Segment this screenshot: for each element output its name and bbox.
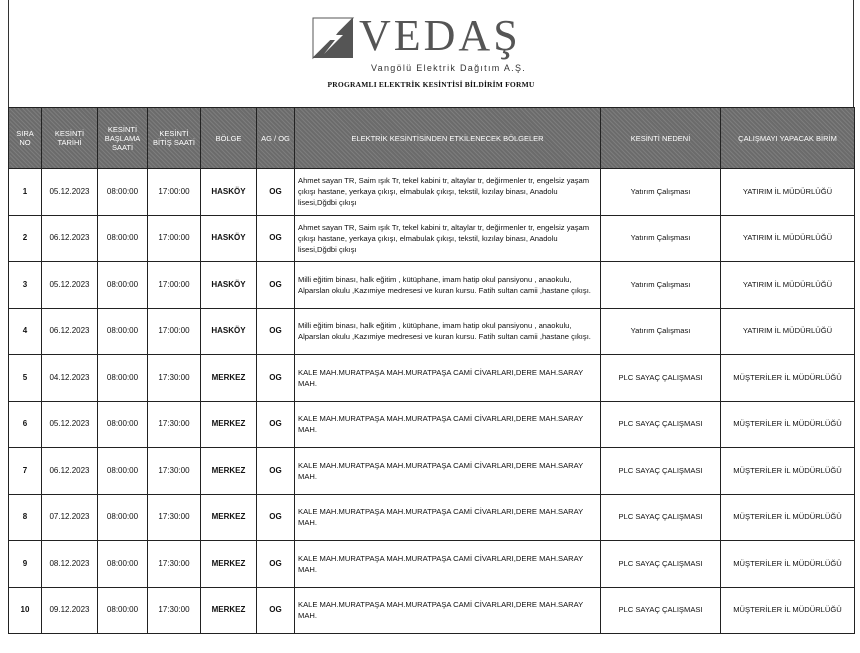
row-date: 05.12.2023 [42,262,98,309]
row-unit: YATIRIM İL MÜDÜRLÜĞÜ [721,169,855,216]
row-region: MERKEZ [201,494,257,541]
row-no: 8 [9,494,42,541]
col-header-voltage: AG / OG [257,108,295,169]
row-voltage: OG [257,262,295,309]
form-title: PROGRAMLI ELEKTRİK KESİNTİSİ BİLDİRİM FORMU [327,80,535,89]
table-row [9,169,855,216]
row-no: 10 [9,587,42,634]
form-header [8,0,854,107]
col-header-areas: ELEKTRİK KESİNTİSİNDEN ETKİLENECEK BÖLGELER [295,108,601,169]
row-end-time: 17:30:00 [148,448,201,495]
row-no: 7 [9,448,42,495]
row-end-time: 17:00:00 [148,169,201,216]
row-start-time: 08:00:00 [98,587,148,634]
col-header-end: KESİNTİ BİTİŞ SAATİ [148,108,201,169]
row-start-time: 08:00:00 [98,541,148,588]
row-no: 3 [9,262,42,309]
row-end-time: 17:30:00 [148,355,201,402]
row-voltage: OG [257,215,295,262]
row-areas: KALE MAH.MURATPAŞA MAH.MURATPAŞA CAMİ CİVARLARI,DERE MAH.SARAY MAH. [295,494,601,541]
row-no: 6 [9,401,42,448]
row-voltage: OG [257,355,295,402]
table-row [9,587,855,634]
row-start-time: 08:00:00 [98,494,148,541]
row-date: 08.12.2023 [42,541,98,588]
table-row [9,262,855,309]
row-reason: PLC SAYAÇ ÇALIŞMASI [601,355,721,402]
row-voltage: OG [257,169,295,216]
row-date: 06.12.2023 [42,215,98,262]
row-region: MERKEZ [201,355,257,402]
row-reason: PLC SAYAÇ ÇALIŞMASI [601,587,721,634]
row-start-time: 08:00:00 [98,448,148,495]
row-unit: MÜŞTERİLER İL MÜDÜRLÜĞÜ [721,355,855,402]
col-header-start: KESİNTİ BAŞLAMA SAATİ [98,108,148,169]
row-region: MERKEZ [201,448,257,495]
row-region: HASKÖY [201,215,257,262]
col-header-date: KESİNTİ TARİHİ [42,108,98,169]
row-reason: Yatırım Çalışması [601,262,721,309]
row-no: 1 [9,169,42,216]
row-region: HASKÖY [201,262,257,309]
table-row [9,215,855,262]
row-start-time: 08:00:00 [98,355,148,402]
row-start-time: 08:00:00 [98,262,148,309]
row-unit: MÜŞTERİLER İL MÜDÜRLÜĞÜ [721,401,855,448]
row-unit: YATIRIM İL MÜDÜRLÜĞÜ [721,308,855,355]
table-row [9,308,855,355]
row-no: 5 [9,355,42,402]
row-region: MERKEZ [201,587,257,634]
row-areas: KALE MAH.MURATPAŞA MAH.MURATPAŞA CAMİ CİVARLARI,DERE MAH.SARAY MAH. [295,541,601,588]
row-reason: PLC SAYAÇ ÇALIŞMASI [601,541,721,588]
col-header-region: BÖLGE [201,108,257,169]
row-voltage: OG [257,448,295,495]
row-date: 06.12.2023 [42,448,98,495]
brand-subtitle: Vangölü Elektrik Dağıtım A.Ş. [371,63,527,73]
col-header-reason: KESİNTİ NEDENİ [601,108,721,169]
row-start-time: 08:00:00 [98,308,148,355]
row-unit: MÜŞTERİLER İL MÜDÜRLÜĞÜ [721,448,855,495]
row-areas: Milli eğitim binası, halk eğitim , kütüphane, imam hatip okul pansiyonu , anaokulu, Alparslan okulu ,Kazımiye medresesi ve kuran kursu. Fatih sultan camii ,hastane çıkışı. [295,262,601,309]
row-unit: MÜŞTERİLER İL MÜDÜRLÜĞÜ [721,587,855,634]
row-no: 9 [9,541,42,588]
row-reason: PLC SAYAÇ ÇALIŞMASI [601,494,721,541]
row-reason: Yatırım Çalışması [601,308,721,355]
row-end-time: 17:30:00 [148,587,201,634]
row-date: 07.12.2023 [42,494,98,541]
table-row [9,541,855,588]
row-unit: YATIRIM İL MÜDÜRLÜĞÜ [721,215,855,262]
row-region: HASKÖY [201,308,257,355]
row-areas: KALE MAH.MURATPAŞA MAH.MURATPAŞA CAMİ CİVARLARI,DERE MAH.SARAY MAH. [295,448,601,495]
row-reason: Yatırım Çalışması [601,215,721,262]
row-date: 04.12.2023 [42,355,98,402]
row-end-time: 17:30:00 [148,494,201,541]
lightning-bolt-icon [311,16,355,60]
row-unit: MÜŞTERİLER İL MÜDÜRLÜĞÜ [721,494,855,541]
row-start-time: 08:00:00 [98,215,148,262]
row-areas: Milli eğitim binası, halk eğitim , kütüphane, imam hatip okul pansiyonu , anaokulu, Alparslan okulu ,Kazımiye medresesi ve kuran kursu. Fatih sultan camii ,hastane çıkışı. [295,308,601,355]
row-date: 09.12.2023 [42,587,98,634]
row-start-time: 08:00:00 [98,401,148,448]
row-no: 2 [9,215,42,262]
row-no: 4 [9,308,42,355]
company-logo [311,12,571,76]
row-voltage: OG [257,541,295,588]
row-start-time: 08:00:00 [98,169,148,216]
table-row [9,355,855,402]
row-voltage: OG [257,587,295,634]
row-areas: Ahmet sayan TR, Saim ışık Tr, tekel kabini tr, altaylar tr, değirmenler tr, engelsiz yaşam çıkışı hastane, yerkaya çıkışı, elmabulak çıkışı, tekstil, kızılay binası, Anadolu lisesi,Dğdbi çıkışı [295,169,601,216]
row-date: 06.12.2023 [42,308,98,355]
row-voltage: OG [257,308,295,355]
outage-table [8,107,855,634]
row-reason: Yatırım Çalışması [601,169,721,216]
row-end-time: 17:00:00 [148,262,201,309]
row-date: 05.12.2023 [42,401,98,448]
table-row [9,494,855,541]
row-end-time: 17:00:00 [148,215,201,262]
row-areas: Ahmet sayan TR, Saim ışık Tr, tekel kabini tr, altaylar tr, değirmenler tr, engelsiz yaşam çıkışı hastane, yerkaya çıkışı, elmabulak çıkışı, tekstil, kızılay binası, Anadolu lisesi,Dğdbi çıkışı [295,215,601,262]
row-reason: PLC SAYAÇ ÇALIŞMASI [601,448,721,495]
table-row [9,448,855,495]
row-reason: PLC SAYAÇ ÇALIŞMASI [601,401,721,448]
col-header-no: SIRA NO [9,108,42,169]
row-voltage: OG [257,494,295,541]
row-areas: KALE MAH.MURATPAŞA MAH.MURATPAŞA CAMİ CİVARLARI,DERE MAH.SARAY MAH. [295,401,601,448]
row-areas: KALE MAH.MURATPAŞA MAH.MURATPAŞA CAMİ CİVARLARI,DERE MAH.SARAY MAH. [295,587,601,634]
row-end-time: 17:30:00 [148,541,201,588]
row-areas: KALE MAH.MURATPAŞA MAH.MURATPAŞA CAMİ CİVARLARI,DERE MAH.SARAY MAH. [295,355,601,402]
row-end-time: 17:30:00 [148,401,201,448]
row-region: MERKEZ [201,541,257,588]
table-header-row [9,108,855,169]
row-region: MERKEZ [201,401,257,448]
row-region: HASKÖY [201,169,257,216]
row-unit: YATIRIM İL MÜDÜRLÜĞÜ [721,262,855,309]
table-row [9,401,855,448]
brand-name: VEDAŞ [359,11,521,60]
row-end-time: 17:00:00 [148,308,201,355]
col-header-unit: ÇALIŞMAYI YAPACAK BİRİM [721,108,855,169]
row-date: 05.12.2023 [42,169,98,216]
row-unit: MÜŞTERİLER İL MÜDÜRLÜĞÜ [721,541,855,588]
row-voltage: OG [257,401,295,448]
